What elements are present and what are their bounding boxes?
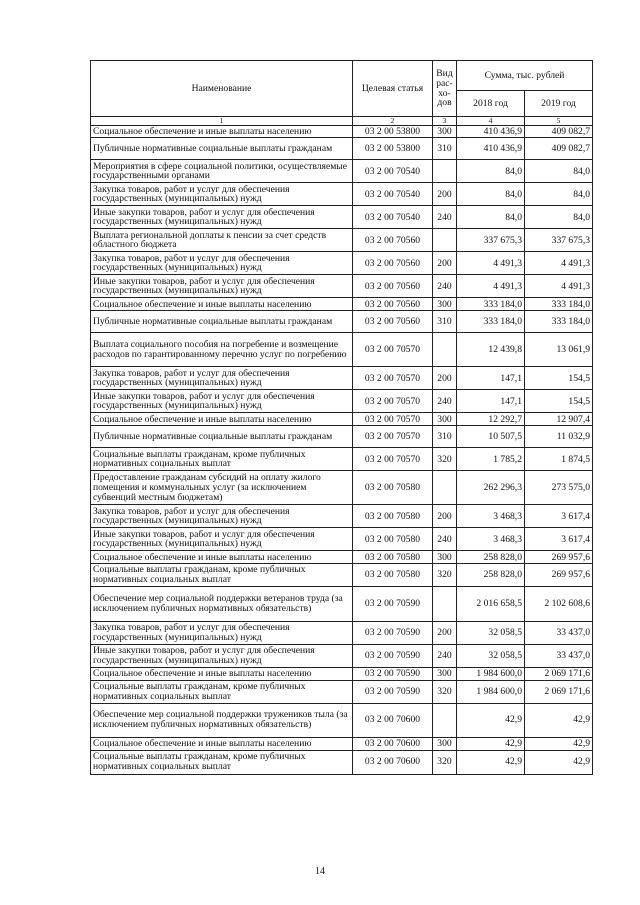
row-target-cell: 03 2 00 70580 bbox=[353, 528, 433, 551]
row-name-cell: Закупка товаров, работ и услуг для обеспечения государственных (муниципальных) нужд bbox=[91, 252, 353, 275]
table-row bbox=[91, 298, 593, 311]
row-sum-2018-cell: 3 468,3 bbox=[457, 505, 525, 528]
table-row bbox=[91, 252, 593, 275]
row-name-cell: Мероприятия в сфере социальной политики, осуществляемые государственными органами bbox=[91, 160, 353, 183]
row-sum-2018-cell: 410 436,9 bbox=[457, 138, 525, 160]
column-index-row bbox=[91, 117, 593, 126]
row-vid-cell: 200 bbox=[433, 367, 457, 390]
column-index: 4 bbox=[457, 117, 525, 126]
row-vid-cell: 320 bbox=[433, 680, 457, 703]
table-row bbox=[91, 448, 593, 471]
row-target-cell: 03 2 00 70570 bbox=[353, 333, 433, 367]
row-vid-cell bbox=[433, 333, 457, 367]
row-sum-2018-cell: 32 058,5 bbox=[457, 644, 525, 667]
column-index: 5 bbox=[525, 117, 593, 126]
row-sum-2019-cell: 273 575,0 bbox=[525, 471, 593, 505]
column-index: 3 bbox=[433, 117, 457, 126]
row-name-cell: Социальные выплаты гражданам, кроме публичных нормативных социальных выплат bbox=[91, 750, 353, 774]
row-vid-cell: 320 bbox=[433, 448, 457, 471]
header-name: Наименование bbox=[91, 61, 353, 117]
row-name-cell: Закупка товаров, работ и услуг для обеспечения государственных (муниципальных) нужд bbox=[91, 505, 353, 528]
row-vid-cell bbox=[433, 471, 457, 505]
table-row bbox=[91, 703, 593, 737]
row-sum-2018-cell: 337 675,3 bbox=[457, 229, 525, 252]
table-row bbox=[91, 667, 593, 680]
row-target-cell: 03 2 00 70590 bbox=[353, 621, 433, 644]
row-sum-2019-cell: 42,9 bbox=[525, 737, 593, 750]
row-sum-2018-cell: 12 439,8 bbox=[457, 333, 525, 367]
row-vid-cell: 240 bbox=[433, 275, 457, 298]
row-target-cell: 03 2 00 70590 bbox=[353, 680, 433, 703]
row-sum-2018-cell: 84,0 bbox=[457, 206, 525, 229]
row-sum-2018-cell: 147,1 bbox=[457, 390, 525, 413]
table-body bbox=[91, 125, 593, 774]
row-name-cell: Социальное обеспечение и иные выплаты населению bbox=[91, 737, 353, 750]
row-sum-2018-cell: 42,9 bbox=[457, 703, 525, 737]
row-vid-cell: 310 bbox=[433, 426, 457, 448]
row-sum-2018-cell: 3 468,3 bbox=[457, 528, 525, 551]
row-sum-2019-cell: 2 069 171,6 bbox=[525, 667, 593, 680]
row-vid-cell: 300 bbox=[433, 298, 457, 311]
row-sum-2019-cell: 42,9 bbox=[525, 750, 593, 774]
header-sum: Сумма, тыс. рублей bbox=[457, 61, 593, 91]
table-row bbox=[91, 551, 593, 564]
budget-table bbox=[90, 60, 593, 775]
row-name-cell: Публичные нормативные социальные выплаты гражданам bbox=[91, 138, 353, 160]
row-name-cell: Публичные нормативные социальные выплаты гражданам bbox=[91, 426, 353, 448]
row-name-cell: Социальное обеспечение и иные выплаты населению bbox=[91, 125, 353, 138]
row-sum-2018-cell: 333 184,0 bbox=[457, 298, 525, 311]
row-name-cell: Публичные нормативные социальные выплаты гражданам bbox=[91, 311, 353, 333]
table-row bbox=[91, 528, 593, 551]
row-sum-2019-cell: 337 675,3 bbox=[525, 229, 593, 252]
row-target-cell: 03 2 00 70560 bbox=[353, 311, 433, 333]
table-row bbox=[91, 311, 593, 333]
row-sum-2018-cell: 4 491,3 bbox=[457, 252, 525, 275]
table-row bbox=[91, 206, 593, 229]
row-name-cell: Иные закупки товаров, работ и услуг для обеспечения государственных (муниципальных) нужд bbox=[91, 390, 353, 413]
row-sum-2018-cell: 258 828,0 bbox=[457, 564, 525, 587]
row-name-cell: Иные закупки товаров, работ и услуг для обеспечения государственных (муниципальных) нужд bbox=[91, 528, 353, 551]
table-row bbox=[91, 505, 593, 528]
table-row bbox=[91, 275, 593, 298]
row-vid-cell: 300 bbox=[433, 125, 457, 138]
table-row bbox=[91, 737, 593, 750]
row-vid-cell: 200 bbox=[433, 621, 457, 644]
row-sum-2019-cell: 42,9 bbox=[525, 703, 593, 737]
row-name-cell: Социальные выплаты гражданам, кроме публичных нормативных социальных выплат bbox=[91, 564, 353, 587]
row-target-cell: 03 2 00 70600 bbox=[353, 737, 433, 750]
row-sum-2018-cell: 333 184,0 bbox=[457, 311, 525, 333]
row-target-cell: 03 2 00 70570 bbox=[353, 448, 433, 471]
row-name-cell: Обеспечение мер социальной поддержки тружеников тыла (за исключением публичных нормативных обязательств) bbox=[91, 703, 353, 737]
row-target-cell: 03 2 00 70560 bbox=[353, 229, 433, 252]
row-vid-cell: 300 bbox=[433, 667, 457, 680]
row-name-cell: Социальное обеспечение и иные выплаты населению bbox=[91, 667, 353, 680]
table-row bbox=[91, 426, 593, 448]
row-vid-cell: 200 bbox=[433, 252, 457, 275]
table-row bbox=[91, 138, 593, 160]
row-target-cell: 03 2 00 70580 bbox=[353, 564, 433, 587]
row-vid-cell: 300 bbox=[433, 413, 457, 426]
column-index: 1 bbox=[91, 117, 353, 126]
row-sum-2019-cell: 3 617,4 bbox=[525, 505, 593, 528]
row-name-cell: Социальные выплаты гражданам, кроме публичных нормативных социальных выплат bbox=[91, 680, 353, 703]
row-sum-2019-cell: 12 907,4 bbox=[525, 413, 593, 426]
row-sum-2019-cell: 3 617,4 bbox=[525, 528, 593, 551]
table-row bbox=[91, 160, 593, 183]
header-year-2018: 2018 год bbox=[457, 91, 525, 117]
table-row bbox=[91, 413, 593, 426]
header-vid: Вид рас- хо- дов bbox=[433, 61, 457, 117]
row-name-cell: Закупка товаров, работ и услуг для обеспечения государственных (муниципальных) нужд bbox=[91, 183, 353, 206]
row-sum-2019-cell: 84,0 bbox=[525, 160, 593, 183]
column-index: 2 bbox=[353, 117, 433, 126]
table-row bbox=[91, 367, 593, 390]
row-name-cell: Выплата региональной доплаты к пенсии за счет средств областного бюджета bbox=[91, 229, 353, 252]
row-name-cell: Социальные выплаты гражданам, кроме публичных нормативных социальных выплат bbox=[91, 448, 353, 471]
row-sum-2019-cell: 1 874,5 bbox=[525, 448, 593, 471]
row-target-cell: 03 2 00 70540 bbox=[353, 206, 433, 229]
row-sum-2018-cell: 2 016 658,5 bbox=[457, 586, 525, 621]
header-target: Целевая статья bbox=[353, 61, 433, 117]
row-sum-2019-cell: 13 061,9 bbox=[525, 333, 593, 367]
row-target-cell: 03 2 00 70590 bbox=[353, 644, 433, 667]
row-sum-2019-cell: 84,0 bbox=[525, 183, 593, 206]
row-vid-cell: 240 bbox=[433, 644, 457, 667]
row-target-cell: 03 2 00 53800 bbox=[353, 125, 433, 138]
row-sum-2018-cell: 410 436,9 bbox=[457, 125, 525, 138]
row-target-cell: 03 2 00 70580 bbox=[353, 505, 433, 528]
row-target-cell: 03 2 00 70590 bbox=[353, 586, 433, 621]
row-vid-cell: 240 bbox=[433, 206, 457, 229]
row-name-cell: Иные закупки товаров, работ и услуг для обеспечения государственных (муниципальных) нужд bbox=[91, 206, 353, 229]
header-year-2019: 2019 год bbox=[525, 91, 593, 117]
row-name-cell: Закупка товаров, работ и услуг для обеспечения государственных (муниципальных) нужд bbox=[91, 621, 353, 644]
row-vid-cell: 320 bbox=[433, 750, 457, 774]
row-sum-2019-cell: 2 102 608,6 bbox=[525, 586, 593, 621]
table-row bbox=[91, 750, 593, 774]
row-target-cell: 03 2 00 70600 bbox=[353, 750, 433, 774]
row-target-cell: 03 2 00 70600 bbox=[353, 703, 433, 737]
row-sum-2019-cell: 269 957,6 bbox=[525, 551, 593, 564]
row-target-cell: 03 2 00 70570 bbox=[353, 413, 433, 426]
row-vid-cell bbox=[433, 703, 457, 737]
row-target-cell: 03 2 00 70560 bbox=[353, 298, 433, 311]
row-name-cell: Закупка товаров, работ и услуг для обеспечения государственных (муниципальных) нужд bbox=[91, 367, 353, 390]
table-row bbox=[91, 621, 593, 644]
row-sum-2019-cell: 269 957,6 bbox=[525, 564, 593, 587]
row-vid-cell: 240 bbox=[433, 390, 457, 413]
row-sum-2019-cell: 33 437,0 bbox=[525, 621, 593, 644]
row-vid-cell: 200 bbox=[433, 505, 457, 528]
table-row bbox=[91, 183, 593, 206]
row-sum-2018-cell: 42,9 bbox=[457, 737, 525, 750]
row-target-cell: 03 2 00 70570 bbox=[353, 367, 433, 390]
table-row bbox=[91, 390, 593, 413]
row-sum-2018-cell: 10 507,5 bbox=[457, 426, 525, 448]
row-target-cell: 03 2 00 70540 bbox=[353, 183, 433, 206]
row-sum-2019-cell: 333 184,0 bbox=[525, 298, 593, 311]
row-sum-2018-cell: 84,0 bbox=[457, 183, 525, 206]
row-sum-2018-cell: 258 828,0 bbox=[457, 551, 525, 564]
row-sum-2018-cell: 12 292,7 bbox=[457, 413, 525, 426]
row-vid-cell: 200 bbox=[433, 183, 457, 206]
row-name-cell: Социальное обеспечение и иные выплаты населению bbox=[91, 551, 353, 564]
row-sum-2019-cell: 4 491,3 bbox=[525, 252, 593, 275]
row-sum-2019-cell: 11 032,9 bbox=[525, 426, 593, 448]
row-sum-2019-cell: 4 491,3 bbox=[525, 275, 593, 298]
row-sum-2019-cell: 33 437,0 bbox=[525, 644, 593, 667]
row-target-cell: 03 2 00 70570 bbox=[353, 390, 433, 413]
row-name-cell: Иные закупки товаров, работ и услуг для обеспечения государственных (муниципальных) нужд bbox=[91, 644, 353, 667]
row-sum-2018-cell: 1 984 600,0 bbox=[457, 680, 525, 703]
row-vid-cell bbox=[433, 586, 457, 621]
row-sum-2018-cell: 262 296,3 bbox=[457, 471, 525, 505]
row-sum-2018-cell: 84,0 bbox=[457, 160, 525, 183]
row-sum-2019-cell: 409 082,7 bbox=[525, 138, 593, 160]
row-name-cell: Обеспечение мер социальной поддержки ветеранов труда (за исключением публичных нормативных обязательств) bbox=[91, 586, 353, 621]
row-target-cell: 03 2 00 70560 bbox=[353, 252, 433, 275]
row-name-cell: Предоставление гражданам субсидий на оплату жилого помещения и коммунальных услуг (за исключением субвенций местным бюджетам) bbox=[91, 471, 353, 505]
row-target-cell: 03 2 00 70570 bbox=[353, 426, 433, 448]
row-name-cell: Социальное обеспечение и иные выплаты населению bbox=[91, 298, 353, 311]
row-name-cell: Выплата социального пособия на погребение и возмещение расходов по гарантированному перечню услуг по погребению bbox=[91, 333, 353, 367]
row-sum-2019-cell: 333 184,0 bbox=[525, 311, 593, 333]
row-sum-2018-cell: 42,9 bbox=[457, 750, 525, 774]
table-row bbox=[91, 586, 593, 621]
table-row bbox=[91, 125, 593, 138]
row-sum-2018-cell: 4 491,3 bbox=[457, 275, 525, 298]
table-row bbox=[91, 680, 593, 703]
table-row bbox=[91, 564, 593, 587]
table-row bbox=[91, 644, 593, 667]
row-sum-2019-cell: 154,5 bbox=[525, 367, 593, 390]
table-row bbox=[91, 229, 593, 252]
row-name-cell: Иные закупки товаров, работ и услуг для обеспечения государственных (муниципальных) нужд bbox=[91, 275, 353, 298]
row-vid-cell: 310 bbox=[433, 311, 457, 333]
page-number: 14 bbox=[315, 866, 325, 877]
table-row bbox=[91, 333, 593, 367]
row-sum-2018-cell: 32 058,5 bbox=[457, 621, 525, 644]
row-sum-2018-cell: 147,1 bbox=[457, 367, 525, 390]
row-sum-2019-cell: 84,0 bbox=[525, 206, 593, 229]
row-vid-cell: 310 bbox=[433, 138, 457, 160]
row-sum-2019-cell: 154,5 bbox=[525, 390, 593, 413]
table-row bbox=[91, 471, 593, 505]
row-sum-2019-cell: 409 082,7 bbox=[525, 125, 593, 138]
row-sum-2018-cell: 1 984 600,0 bbox=[457, 667, 525, 680]
row-target-cell: 03 2 00 53800 bbox=[353, 138, 433, 160]
row-target-cell: 03 2 00 70560 bbox=[353, 275, 433, 298]
row-sum-2019-cell: 2 069 171,6 bbox=[525, 680, 593, 703]
row-target-cell: 03 2 00 70590 bbox=[353, 667, 433, 680]
row-vid-cell: 300 bbox=[433, 737, 457, 750]
row-target-cell: 03 2 00 70580 bbox=[353, 471, 433, 505]
row-target-cell: 03 2 00 70540 bbox=[353, 160, 433, 183]
row-vid-cell bbox=[433, 229, 457, 252]
row-vid-cell: 300 bbox=[433, 551, 457, 564]
row-sum-2018-cell: 1 785,2 bbox=[457, 448, 525, 471]
row-name-cell: Социальное обеспечение и иные выплаты населению bbox=[91, 413, 353, 426]
row-vid-cell bbox=[433, 160, 457, 183]
row-vid-cell: 320 bbox=[433, 564, 457, 587]
row-target-cell: 03 2 00 70580 bbox=[353, 551, 433, 564]
row-vid-cell: 240 bbox=[433, 528, 457, 551]
